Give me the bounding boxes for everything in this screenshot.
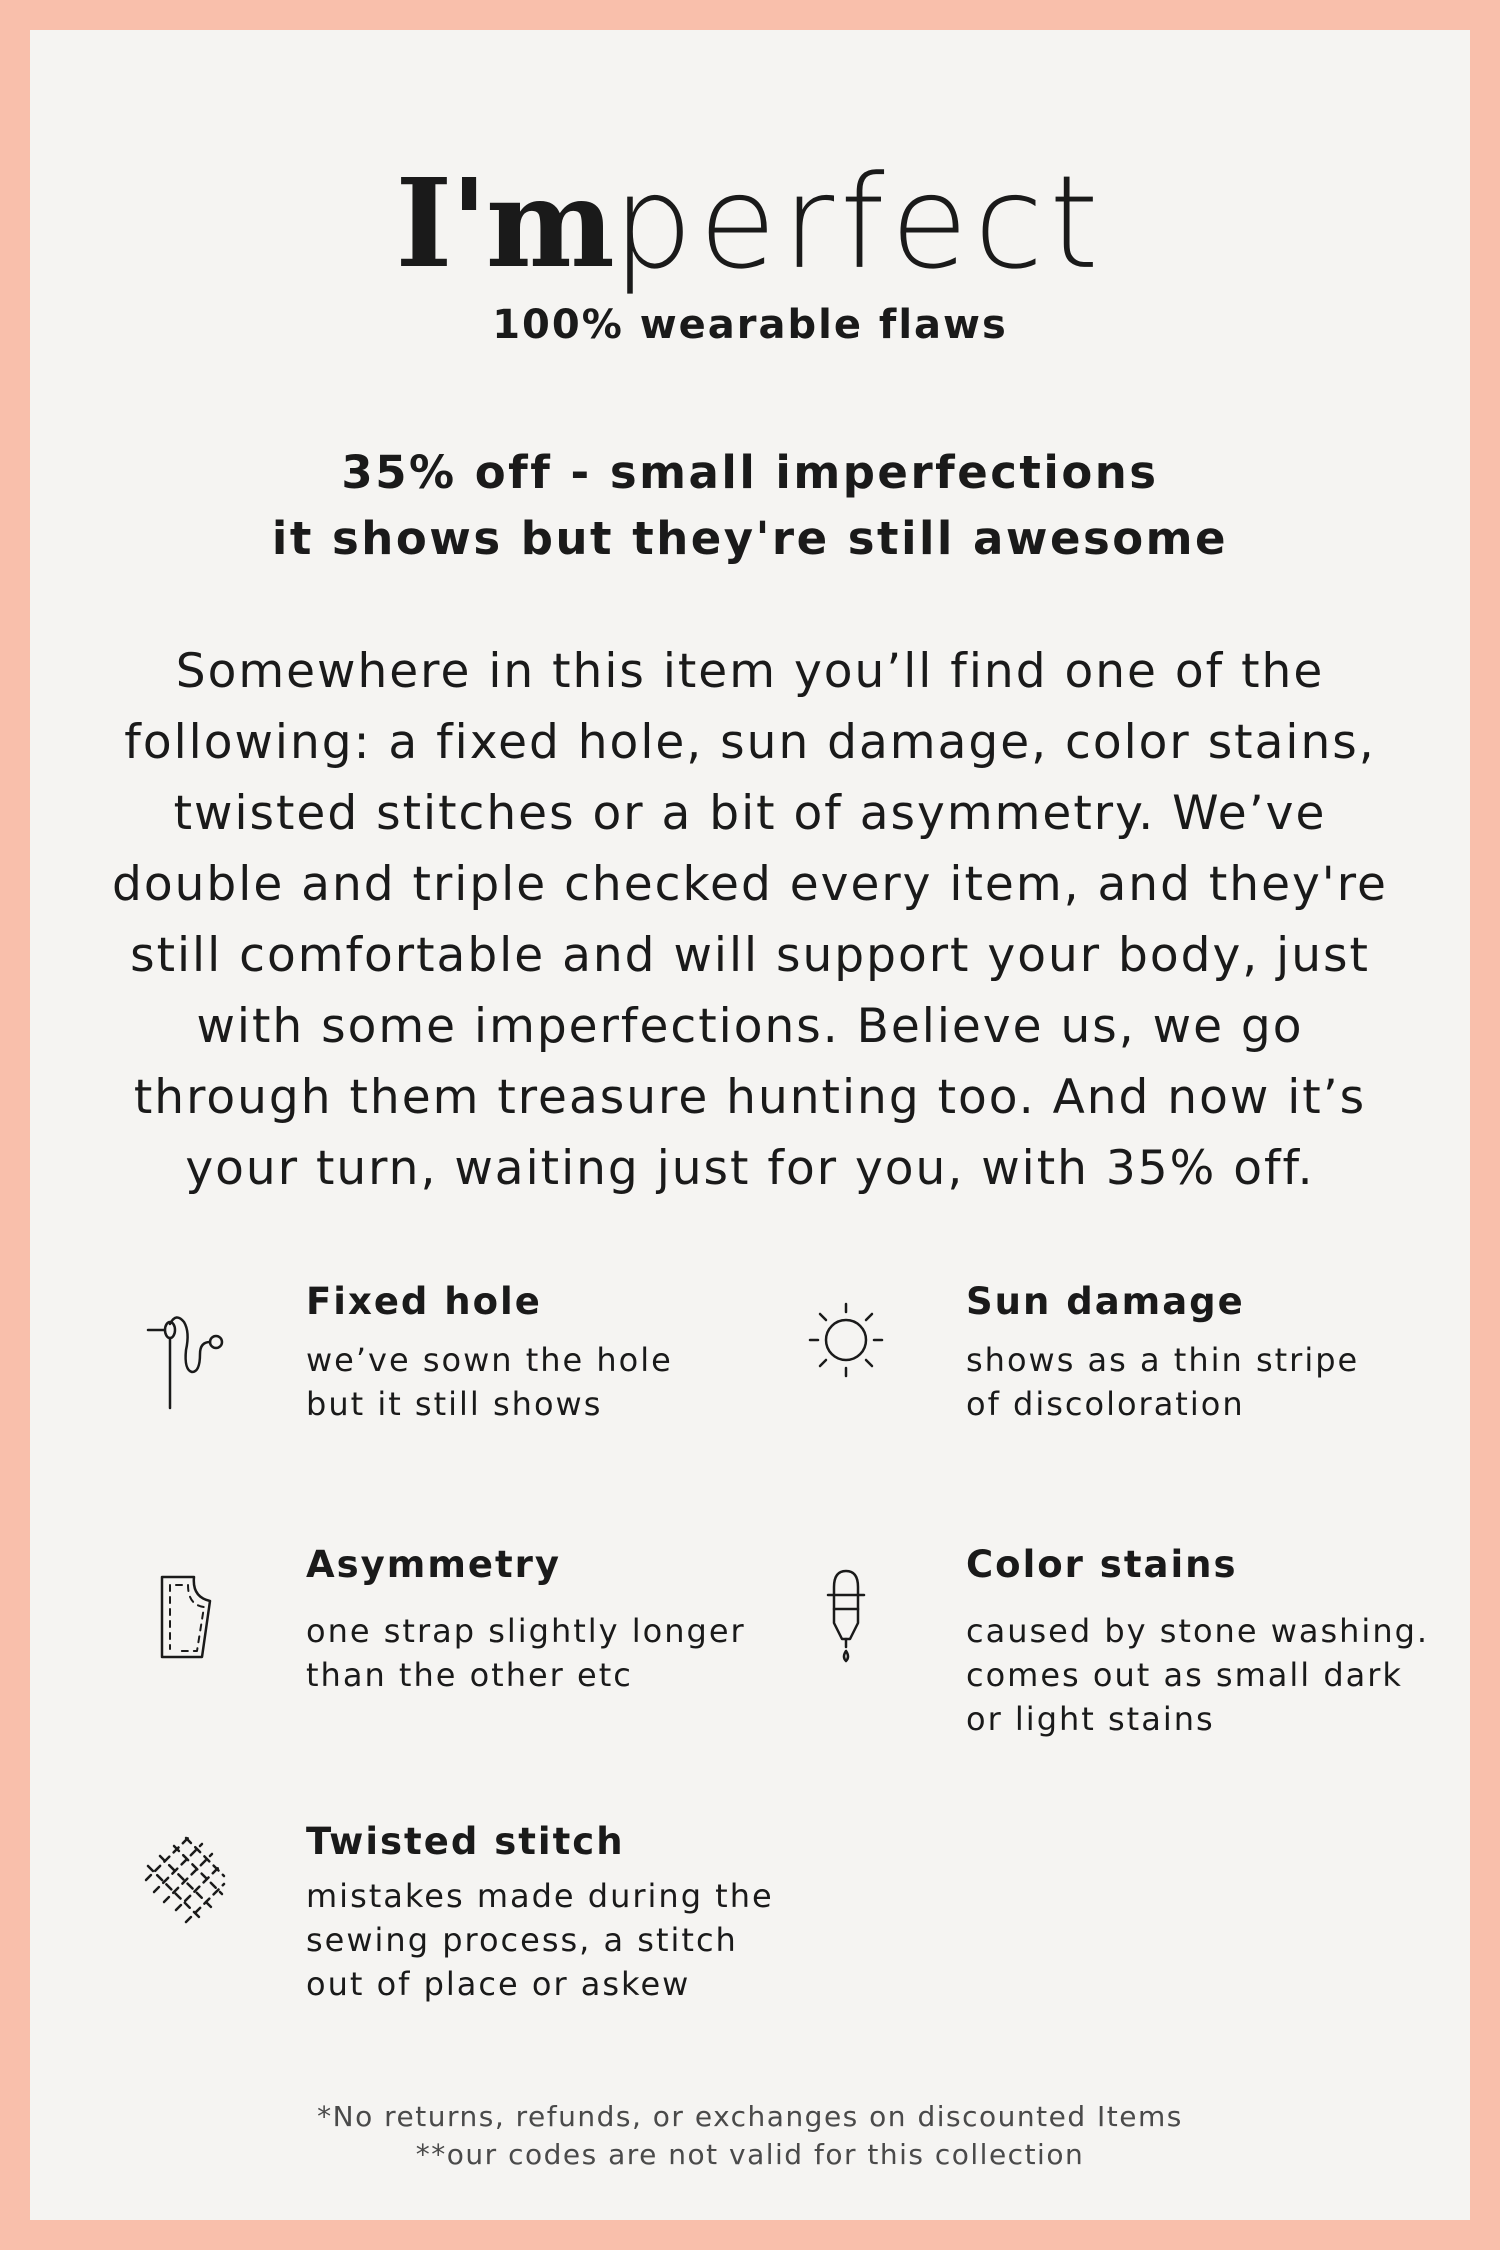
feature-desc-line-1: shows as a thin stripe [966,1341,1360,1379]
feature-desc-line-3: or light stains [966,1700,1215,1738]
tagline: 100% wearable flaws [492,302,1008,348]
feature-title: Fixed hole [306,1280,542,1323]
feature-title: Sun damage [966,1280,1245,1323]
info-card [30,30,1470,2220]
feature-desc-line-2: than the other etc [306,1656,633,1694]
feature-title: Twisted stitch [306,1820,625,1863]
footer-line-1: *No returns, refunds, or exchanges on discounted Items [317,2100,1183,2133]
logo-bold-text: I'm [395,151,613,295]
sun-icon [800,1298,910,1408]
fabric-pattern-icon [140,1571,250,1681]
logo-light-text: perfect [612,147,1105,298]
feature-sun-damage [800,1280,1440,1440]
offer-line-1: 35% off - small imperfections [341,446,1159,499]
feature-desc-line-2: of discoloration [966,1385,1245,1423]
feature-title: Color stains [966,1543,1238,1586]
offer-line-2: it shows but they're still awesome [271,512,1229,565]
feature-desc-line-1: we’ve sown the hole [306,1341,673,1379]
feature-color-stains [800,1543,1440,1743]
feature-desc-line-1: caused by stone washing. [966,1612,1430,1650]
stitch-pattern-icon [140,1828,250,1938]
brand-logo [30,148,1470,298]
feature-desc-line-3: out of place or askew [306,1965,691,2003]
feature-title: Asymmetry [306,1543,562,1586]
feature-fixed-hole [140,1280,740,1440]
description-text: Somewhere in this item you’ll find one of the following: a fixed hole, sun damage, color stains, twisted stitches or a bit of asymmetry. We’ve double and triple checked every item, and they're still comfortable and will support your body, just with some imperfections. Believe us, we go through them treasure hunting too. And now it’s your turn, waiting just for you, with 35% off. [112,644,1388,1196]
feature-desc-line-1: mistakes made during the [306,1877,774,1915]
feature-desc-line-2: sewing process, a stitch [306,1921,738,1959]
footer-line-2: **our codes are not valid for this collection [415,2138,1085,2171]
feature-asymmetry [140,1543,780,1703]
feature-desc-line-1: one strap slightly longer [306,1612,746,1650]
needle-thread-icon [140,1310,250,1420]
feature-desc-line-2: but it still shows [306,1385,603,1423]
feature-desc-line-2: comes out as small dark [966,1656,1403,1694]
dropper-icon [800,1565,910,1675]
offer-heading [30,440,1470,572]
footer-disclaimer [30,2098,1470,2174]
feature-twisted-stitch [140,1820,780,2020]
